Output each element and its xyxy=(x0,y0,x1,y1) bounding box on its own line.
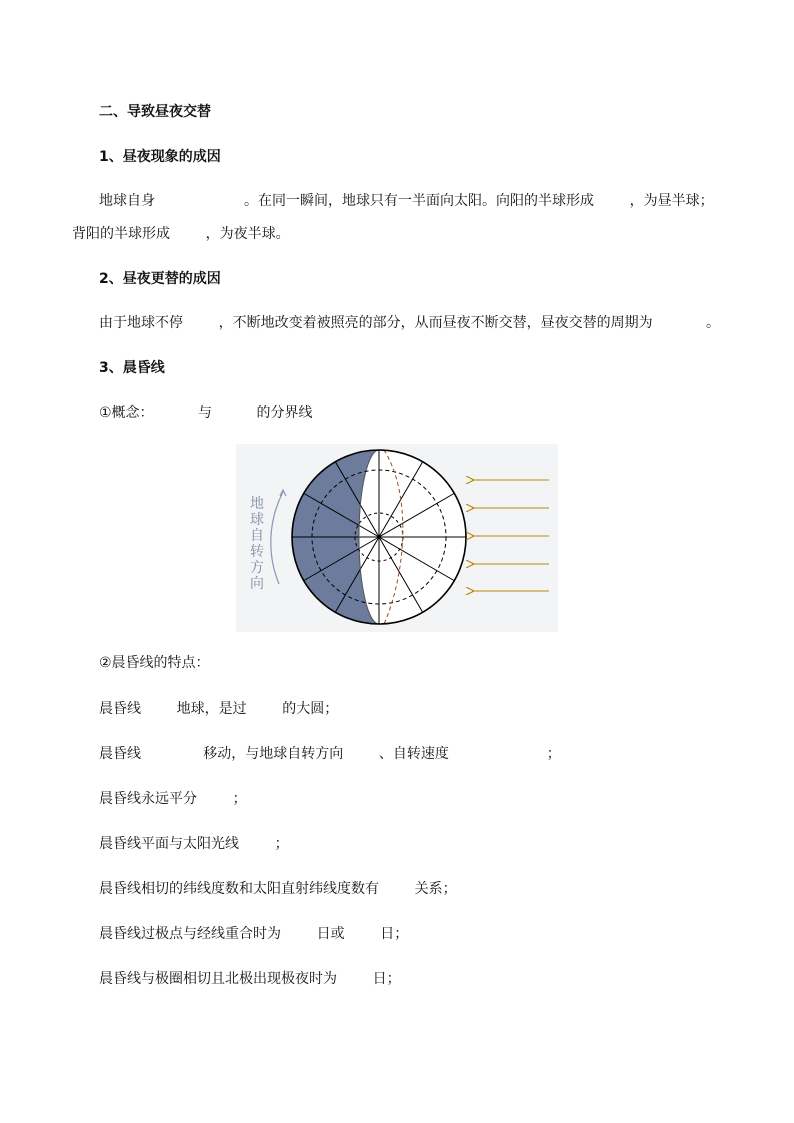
rotation-label: 地球自转方向 xyxy=(250,496,264,592)
feature-3: 晨昏线永远平分 ； xyxy=(99,791,247,807)
paragraph-1-line-1: 地球自身 。在同一瞬间，地球只有一半面向太阳。向阳的半球形成 ，为昼半球； xyxy=(99,193,714,209)
heading-3: 3、晨昏线 xyxy=(99,360,165,376)
heading-1: 1、昼夜现象的成因 xyxy=(99,149,221,165)
section-title: 二、导致昼夜交替 xyxy=(99,104,211,120)
paragraph-2: 由于地球不停 ，不断地改变着被照亮的部分，从而昼夜不断交替，昼夜交替的周期为 。 xyxy=(99,315,721,331)
feature-2: 晨昏线 移动，与地球自转方向 、自转速度 ； xyxy=(99,746,561,762)
features-title: ②晨昏线的特点： xyxy=(99,655,210,671)
feature-5: 晨昏线相切的纬线度数和太阳直射纬线度数有 关系； xyxy=(99,881,457,897)
feature-4: 晨昏线平面与太阳光线 ； xyxy=(99,836,289,852)
feature-7: 晨昏线与极圈相切且北极出现极夜时为 日； xyxy=(99,971,401,987)
feature-6: 晨昏线过极点与经线重合时为 日或 日； xyxy=(99,926,409,942)
heading-2: 2、昼夜更替的成因 xyxy=(99,271,221,287)
paragraph-1-line-2: 背阳的半球形成 ，为夜半球。 xyxy=(72,226,290,242)
terminator-figure xyxy=(236,444,558,632)
concept-line: ①概念： 与 的分界线 xyxy=(99,405,313,421)
feature-1: 晨昏线 地球，是过 的大圆； xyxy=(99,701,339,717)
earth-diagram xyxy=(236,444,558,632)
